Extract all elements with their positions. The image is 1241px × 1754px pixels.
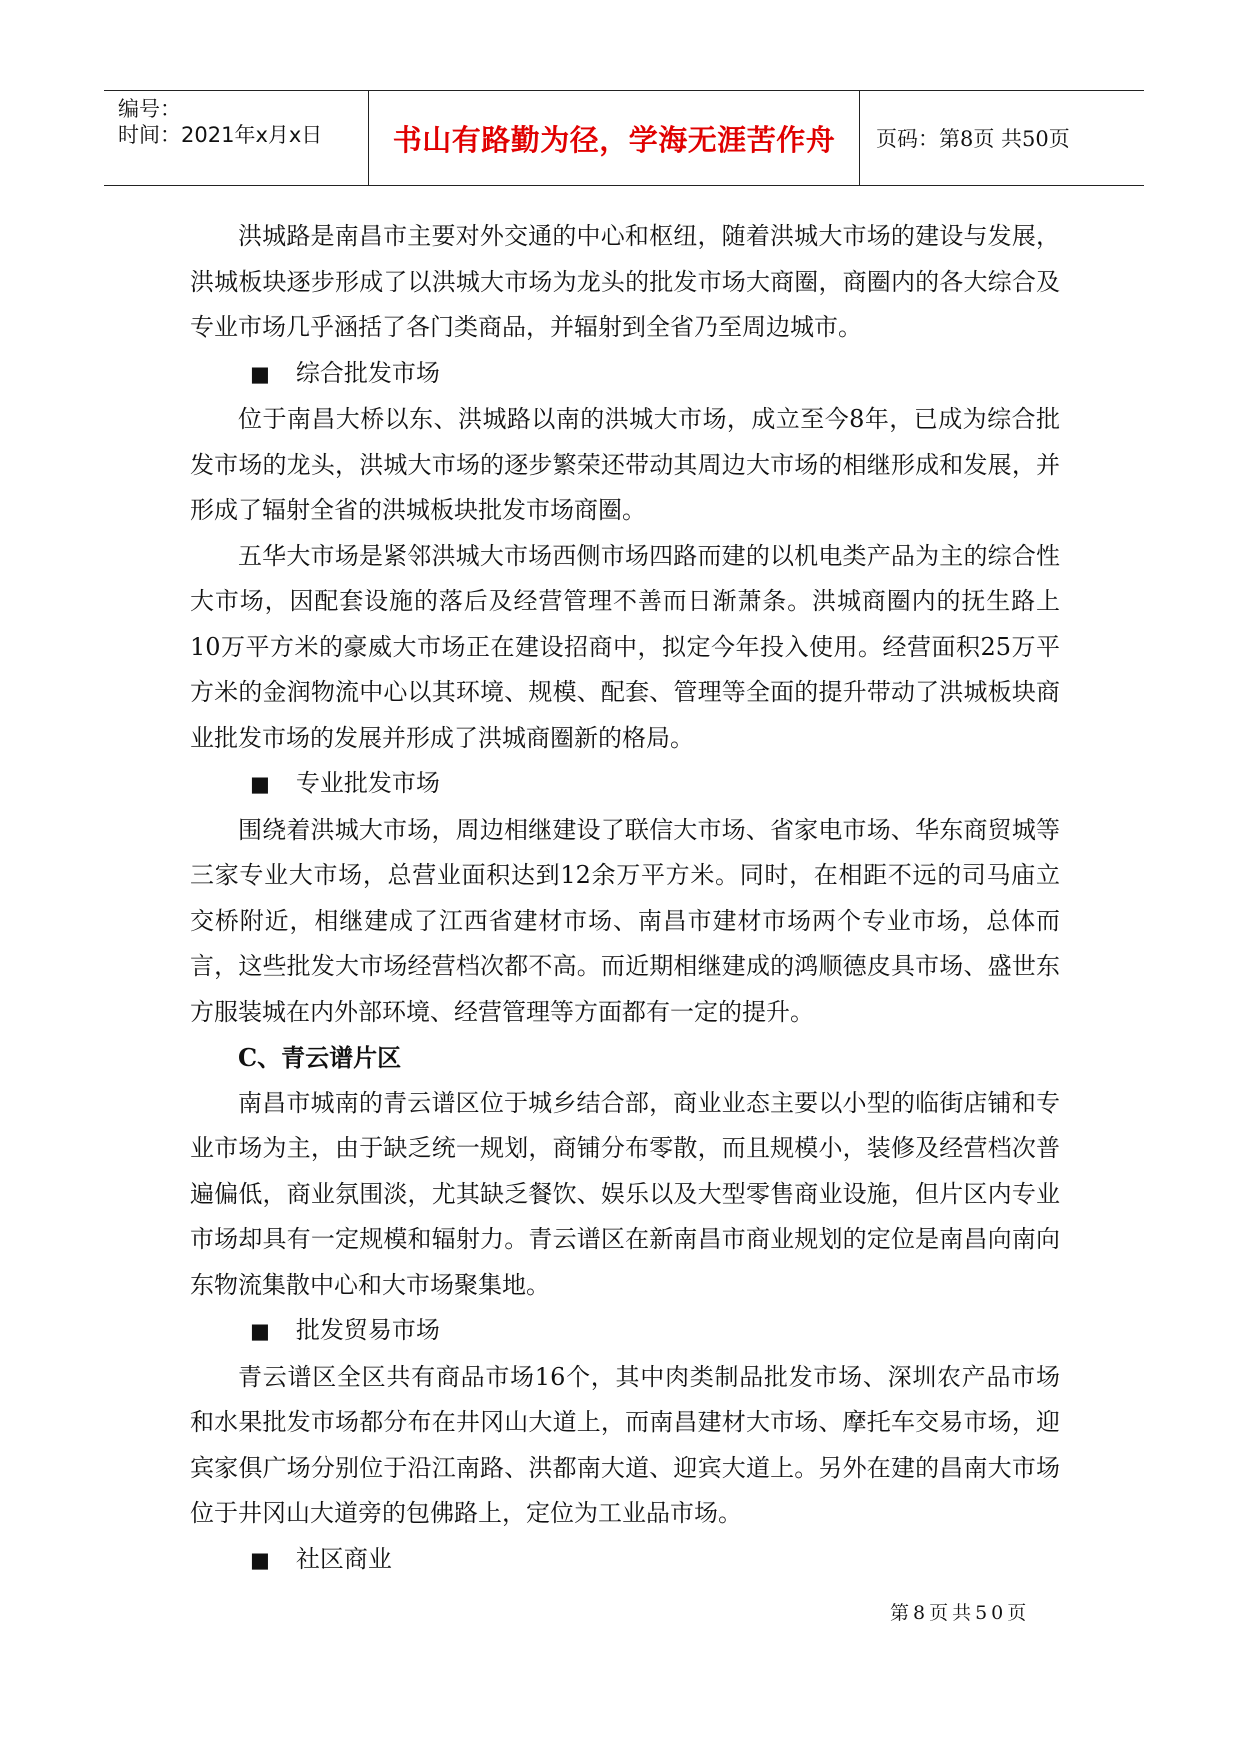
paragraph: 南昌市城南的青云谱区位于城乡结合部，商业业态主要以小型的临街店铺和专业市场为主，由于缺乏统一规划，商铺分布零散，而且规模小，装修及经营档次普遍偏低，商业氛围淡，尤其缺乏餐饮、娱乐以及大型零售商业设施，但片区内专业市场却具有一定规模和辐射力。青云谱区在新南昌市商业规划的定位是南昌向南向东物流集散中心和大市场聚集地。 xyxy=(190,1088,1060,1299)
section-heading: C、青云谱片区 xyxy=(238,1043,402,1072)
number-label: 编号： xyxy=(118,97,181,121)
bullet-heading-text: 专业批发市场 xyxy=(295,769,440,797)
paragraph: 围绕着洪城大市场，周边相继建设了联信大市场、省家电市场、华东商贸城等三家专业大市场，总营业面积达到12余万平方米。同时，在相距不远的司马庙立交桥附近，相继建成了江西省建材市场、南昌市建材市场两个专业市场，总体而言，这些批发大市场经营档次都不高。而近期相继建成的鸿顺德皮具市场、盛世东方服装城在内外部环境、经营管理等方面都有一定的提升。 xyxy=(190,815,1060,1026)
time-label: 时间：2021年x月x日 xyxy=(118,123,323,147)
bullet-heading xyxy=(190,1308,1060,1355)
paragraph: 位于南昌大桥以东、洪城路以南的洪城大市场，成立至今8年，已成为综合批发市场的龙头，洪城大市场的逐步繁荣还带动其周边大市场的相继形成和发展，并形成了辐射全省的洪城板块批发市场商圈。 xyxy=(190,405,1060,524)
page-header xyxy=(104,90,1144,186)
square-bullet-icon: ■ xyxy=(250,772,270,796)
document-body xyxy=(190,214,1060,1583)
header-meta xyxy=(104,91,369,185)
paragraph: 五华大市场是紧邻洪城大市场西侧市场四路而建的以机电类产品为主的综合性大市场，因配套设施的落后及经营管理不善而日渐萧条。洪城商圈内的抚生路上10万平方米的豪威大市场正在建设招商中，拟定今年投入使用。经营面积25万平方米的金润物流中心以其环境、规模、配套、管理等全面的提升带动了洪城板块商业批发市场的发展并形成了洪城商圈新的格局。 xyxy=(190,541,1060,752)
page-footer: 第8页共50页 xyxy=(890,1602,1031,1624)
header-motto: 书山有路勤为径，学海无涯苦作舟 xyxy=(369,91,860,185)
bullet-heading-text: 批发贸易市场 xyxy=(295,1316,440,1344)
square-bullet-icon: ■ xyxy=(250,1547,270,1572)
bullet-heading xyxy=(190,761,1060,808)
bullet-heading xyxy=(190,351,1060,398)
bullet-heading-text: 综合批发市场 xyxy=(295,358,440,387)
square-bullet-icon: ■ xyxy=(250,1319,270,1343)
bullet-heading-text: 社区商业 xyxy=(295,1544,392,1573)
bullet-heading xyxy=(190,1537,1060,1584)
paragraph: 青云谱区全区共有商品市场16个，其中肉类制品批发市场、深圳农产品市场和水果批发市场都分布在井冈山大道上，而南昌建材大市场、摩托车交易市场，迎宾家俱广场分别位于沿江南路、洪都南大道、迎宾大道上。另外在建的昌南大市场位于井冈山大道旁的包佛路上，定位为工业品市场。 xyxy=(190,1362,1060,1527)
square-bullet-icon: ■ xyxy=(250,361,270,386)
header-page-label: 页码：第8页 共50页 xyxy=(876,127,1070,151)
paragraph: 洪城路是南昌市主要对外交通的中心和枢纽，随着洪城大市场的建设与发展，洪城板块逐步形成了以洪城大市场为龙头的批发市场大商圈，商圈内的各大综合及专业市场几乎涵括了各门类商品，并辐射到全省乃至周边城市。 xyxy=(190,222,1060,341)
